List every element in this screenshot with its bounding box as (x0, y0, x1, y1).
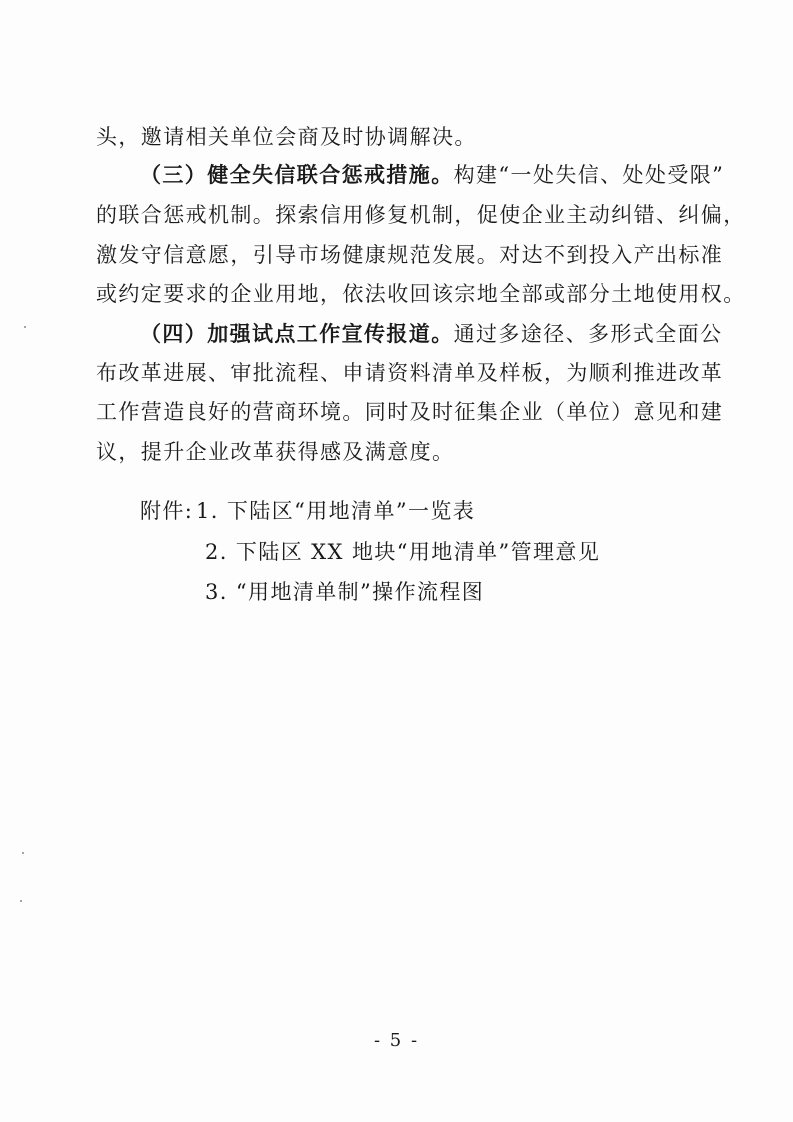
paragraph-text: 通过多途径、多形式全面公 (453, 322, 723, 346)
paragraph-line (140, 163, 724, 187)
scan-speck (24, 326, 26, 328)
attachment-item: 1. 下陆区“用地清单”一览表 (196, 499, 476, 523)
attachment-item: 3. “用地清单制”操作流程图 (205, 580, 485, 604)
section-heading: （三）健全失信联合惩戒措施。 (140, 162, 454, 187)
page-number: - 5 - (373, 1030, 420, 1051)
paragraph-line: 议，提升企业改革获得感及满意度。 (96, 440, 455, 464)
scan-speck (22, 852, 24, 854)
paragraph-line: 或约定要求的企业用地，依法收回该宗地全部或部分土地使用权。 (96, 282, 746, 306)
paragraph-line: 激发守信意愿，引导市场健康规范发展。对达不到投入产出标准 (96, 243, 724, 267)
attachment-item: 2. 下陆区 XX 地块“用地清单”管理意见 (205, 540, 601, 564)
scan-speck (20, 900, 22, 902)
paragraph-line: 工作营造良好的营商环境。同时及时征集企业（单位）意见和建 (96, 400, 724, 424)
attachments-label: 附件: (140, 499, 194, 523)
paragraph-line: 的联合惩戒机制。探索信用修复机制，促使企业主动纠错、纠偏， (96, 203, 746, 227)
section-heading: （四）加强试点工作宣传报道。 (140, 321, 454, 346)
paragraph-line: 头，邀请相关单位会商及时协调解决。 (96, 125, 477, 149)
paragraph-text: 构建“一处失信、处处受限” (453, 163, 725, 187)
paragraph-line: 布改革进展、审批流程、申请资料清单及样板，为顺利推进改革 (96, 361, 724, 385)
paragraph-line (140, 322, 722, 346)
